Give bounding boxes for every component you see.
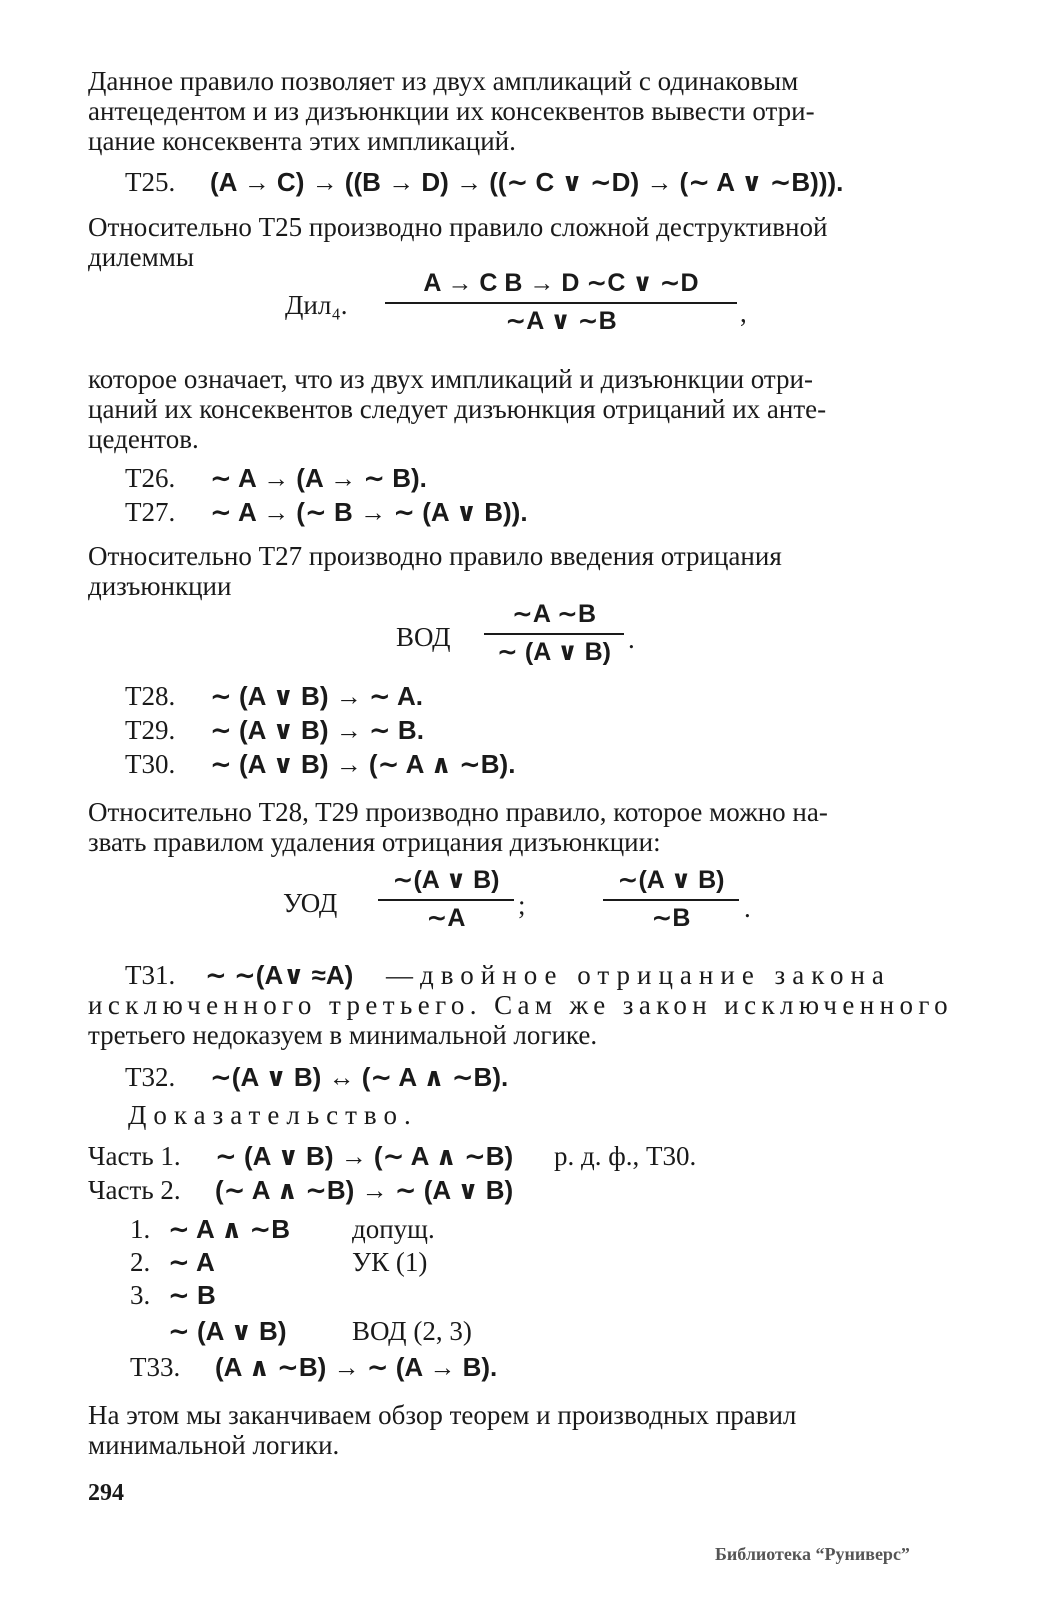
t25-formula: (A → C) → ((B → D) → ((∼ C ∨ ∼D) → (∼ A ∨ ∼B))).	[210, 167, 844, 197]
uod-numerator-2: ∼(A ∨ B)	[617, 866, 725, 894]
uod-fraction-1	[378, 865, 514, 933]
para1-line1: Данное правило позволяет из двух ампликаций с одинаковым	[88, 66, 799, 96]
part2-label: Часть 2.	[88, 1175, 181, 1205]
para2-line1: Относительно T25 производно правило сложной деструктивной	[88, 212, 828, 242]
para6-line1: На этом мы заканчиваем обзор теорем и производных правил	[88, 1400, 797, 1430]
uod-denominator-1: ∼A	[426, 904, 466, 932]
dil-denominator: ∼A ∨ ∼B	[505, 307, 617, 335]
step-formula: ∼ (A ∨ B)	[168, 1316, 287, 1346]
page-number: 294	[88, 1480, 124, 1506]
step-justification: допущ.	[352, 1214, 435, 1244]
t32-formula: ∼(A ∨ B) ↔ (∼ A ∧ ∼B).	[210, 1062, 509, 1092]
dil-comma: ,	[740, 298, 747, 328]
t33-formula: (A ∧ ∼B) → ∼ (A → B).	[215, 1352, 498, 1382]
dil-numerator: A → C B → D ∼C ∨ ∼D	[423, 269, 699, 297]
dil-fraction	[385, 268, 737, 336]
para1-line3: цание консеквента этих импликаций.	[88, 126, 516, 156]
fraction-bar	[603, 899, 739, 901]
step-formula: ∼ A	[168, 1247, 215, 1277]
step-number: 2.	[130, 1247, 151, 1277]
fraction-bar	[484, 633, 624, 635]
vod-label: ВОД	[396, 622, 451, 652]
step-justification: УК (1)	[352, 1247, 428, 1277]
para4-line1: Относительно T27 производно правило введения отрицания	[88, 541, 782, 571]
t29-formula: ∼ (A ∨ B) → ∼ B.	[210, 715, 424, 745]
vod-numerator: ∼A ∼B	[511, 600, 597, 628]
uod-label: УОД	[283, 888, 338, 918]
t31-label: T31.	[125, 960, 176, 990]
t27-label: T27.	[125, 497, 176, 527]
t26-formula: ∼ A → (A → ∼ B).	[210, 463, 427, 493]
t26-label: T26.	[125, 463, 176, 493]
t30-formula: ∼ (A ∨ B) → (∼ A ∧ ∼B).	[210, 749, 516, 779]
t27-formula: ∼ A → (∼ B → ∼ (A ∨ B)).	[210, 497, 528, 527]
t28-formula: ∼ (A ∨ B) → ∼ A.	[210, 681, 423, 711]
t30-label: T30.	[125, 749, 176, 779]
para1-line2: антецедентом и из дизъюнкции их консеквентов вывести отри-	[88, 96, 815, 126]
proof-heading: Доказательство.	[128, 1100, 418, 1130]
t33-label: T33.	[130, 1352, 181, 1382]
para3-line3: цедентов.	[88, 424, 199, 454]
uod-period: .	[744, 893, 751, 923]
t31-text: —двойное отрицание закона	[386, 960, 891, 990]
uod-separator: ;	[518, 890, 526, 920]
t32-label: T32.	[125, 1062, 176, 1092]
vod-fraction	[484, 599, 624, 667]
para6-line2: минимальной логики.	[88, 1430, 340, 1460]
part1-label: Часть 1.	[88, 1141, 181, 1171]
t31-line3: третьего недоказуем в минимальной логике.	[88, 1020, 598, 1050]
step-number: 3.	[130, 1280, 151, 1310]
t29-label: T29.	[125, 715, 176, 745]
library-watermark: Библиотека “Руниверс”	[715, 1544, 910, 1564]
step-formula: ∼ B	[168, 1280, 216, 1310]
fraction-bar	[385, 302, 737, 304]
t31-line2: исключенного третьего. Сам же закон исключенного	[88, 990, 954, 1020]
part2-formula: (∼ A ∧ ∼B) → ∼ (A ∨ B)	[215, 1175, 514, 1205]
para3-line2: цаний их консеквентов следует дизъюнкция отрицаний их анте-	[88, 394, 827, 424]
step-formula: ∼ A ∧ ∼B	[168, 1214, 290, 1244]
uod-fraction-2	[603, 865, 739, 933]
para2-line2: дилеммы	[88, 242, 194, 272]
vod-denominator: ∼ (A ∨ B)	[497, 638, 611, 666]
uod-numerator-1: ∼(A ∨ B)	[392, 866, 500, 894]
step-number: 1.	[130, 1214, 151, 1244]
t31-formula: ∼ ∼(A∨ ≈A)	[205, 960, 354, 990]
part1-formula: ∼ (A ∨ B) → (∼ A ∧ ∼B)	[215, 1141, 514, 1171]
dil-label: Дил₄.	[285, 290, 348, 320]
para5-line1: Относительно T28, T29 производно правило, которое можно на-	[88, 797, 828, 827]
step-justification: ВОД (2, 3)	[352, 1316, 472, 1346]
uod-denominator-2: ∼B	[651, 904, 691, 932]
t25-label: T25.	[125, 167, 176, 197]
part1-justification: р. д. ф., T30.	[554, 1141, 697, 1171]
para4-line2: дизъюнкции	[88, 571, 232, 601]
fraction-bar	[378, 899, 514, 901]
para5-line2: звать правилом удаления отрицания дизъюнкции:	[88, 827, 661, 857]
para3-line1: которое означает, что из двух импликаций и дизъюнкции отри-	[88, 364, 813, 394]
t28-label: T28.	[125, 681, 176, 711]
vod-period: .	[628, 624, 635, 654]
